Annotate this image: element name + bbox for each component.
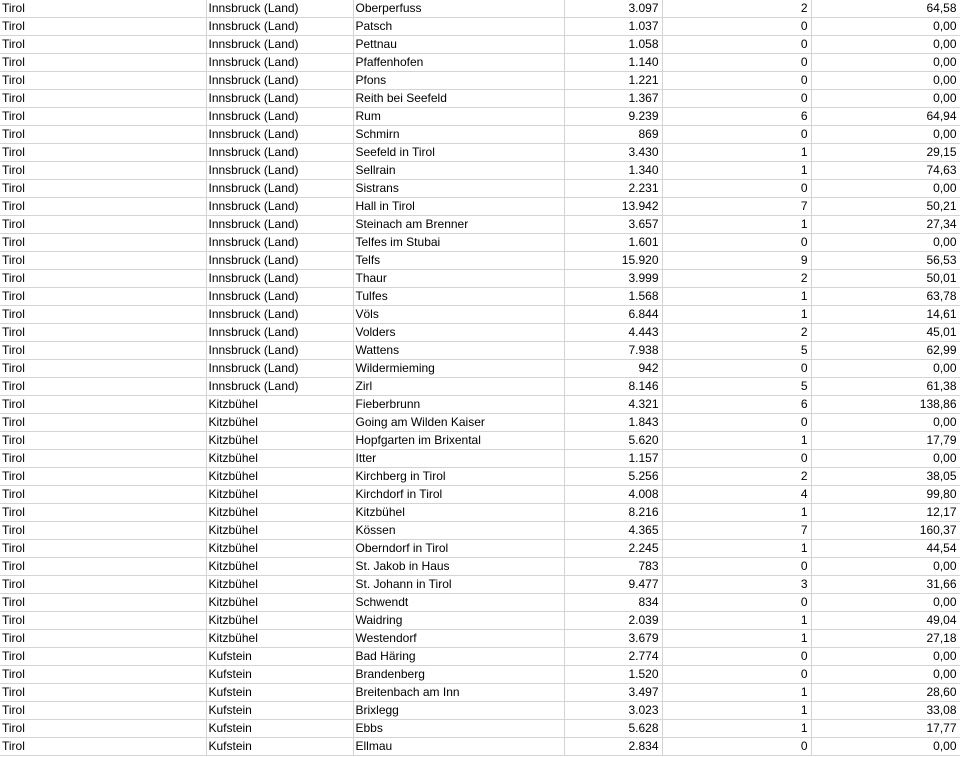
table-row [0,144,960,162]
cell-district[interactable]: Innsbruck (Land) [206,270,353,288]
cell-district[interactable]: Kitzbühel [206,432,353,450]
cell-municipality[interactable]: Steinach am Brenner [353,216,564,234]
cell-rate[interactable]: 38,05 [811,468,960,486]
cell-district[interactable]: Kitzbühel [206,468,353,486]
cell-rate[interactable]: 0,00 [811,126,960,144]
cell-district[interactable]: Kitzbühel [206,504,353,522]
cell-district[interactable]: Innsbruck (Land) [206,0,353,18]
cell-rate[interactable]: 27,18 [811,630,960,648]
cell-rate[interactable]: 0,00 [811,666,960,684]
cell-rate[interactable]: 0,00 [811,450,960,468]
table-row [0,216,960,234]
cell-district[interactable]: Innsbruck (Land) [206,72,353,90]
table-row [0,180,960,198]
cell-municipality[interactable]: Westendorf [353,630,564,648]
cell-cases[interactable]: 1 [662,630,811,648]
cell-municipality[interactable]: Pfaffenhofen [353,54,564,72]
cell-rate[interactable]: 0,00 [811,234,960,252]
cell-rate[interactable]: 64,94 [811,108,960,126]
cell-population[interactable]: 834 [564,594,662,612]
cell-cases[interactable]: 1 [662,504,811,522]
cell-cases[interactable]: 0 [662,666,811,684]
cell-municipality[interactable]: Sellrain [353,162,564,180]
cell-rate[interactable]: 0,00 [811,54,960,72]
cell-state[interactable]: Tirol [0,36,206,54]
cell-population[interactable]: 5.256 [564,468,662,486]
cell-cases[interactable]: 1 [662,162,811,180]
cell-population[interactable]: 2.834 [564,738,662,756]
cell-state[interactable]: Tirol [0,234,206,252]
cell-cases[interactable]: 0 [662,648,811,666]
cell-municipality[interactable]: Tulfes [353,288,564,306]
cell-population[interactable]: 3.657 [564,216,662,234]
table-row [0,558,960,576]
cell-municipality[interactable]: Reith bei Seefeld [353,90,564,108]
table-row [0,378,960,396]
cell-cases[interactable]: 1 [662,612,811,630]
cell-district[interactable]: Kitzbühel [206,414,353,432]
cell-state[interactable]: Tirol [0,360,206,378]
cell-municipality[interactable]: Itter [353,450,564,468]
cell-cases[interactable]: 0 [662,18,811,36]
cell-district[interactable]: Innsbruck (Land) [206,234,353,252]
cell-rate[interactable]: 99,80 [811,486,960,504]
cell-cases[interactable]: 2 [662,0,811,18]
table-row [0,612,960,630]
cell-municipality[interactable]: Ellmau [353,738,564,756]
cell-state[interactable]: Tirol [0,378,206,396]
cell-state[interactable]: Tirol [0,720,206,738]
cell-state[interactable]: Tirol [0,198,206,216]
cell-rate[interactable]: 17,77 [811,720,960,738]
cell-rate[interactable]: 0,00 [811,594,960,612]
cell-district[interactable]: Kitzbühel [206,540,353,558]
cell-cases[interactable]: 2 [662,270,811,288]
cell-rate[interactable]: 0,00 [811,738,960,756]
cell-rate[interactable]: 74,63 [811,162,960,180]
cell-population[interactable]: 1.568 [564,288,662,306]
cell-cases[interactable]: 4 [662,486,811,504]
table-row [0,630,960,648]
cell-district[interactable]: Innsbruck (Land) [206,54,353,72]
cell-state[interactable]: Tirol [0,684,206,702]
cell-state[interactable]: Tirol [0,612,206,630]
cell-state[interactable]: Tirol [0,414,206,432]
cell-municipality[interactable]: Schmirn [353,126,564,144]
cell-municipality[interactable]: Kössen [353,522,564,540]
cell-rate[interactable]: 0,00 [811,90,960,108]
cell-district[interactable]: Innsbruck (Land) [206,324,353,342]
cell-district[interactable]: Kitzbühel [206,450,353,468]
cell-district[interactable]: Innsbruck (Land) [206,216,353,234]
table-row [0,396,960,414]
table-row [0,414,960,432]
cell-rate[interactable]: 63,78 [811,288,960,306]
table-row [0,342,960,360]
cell-rate[interactable]: 0,00 [811,72,960,90]
cell-population[interactable]: 1.037 [564,18,662,36]
cell-rate[interactable]: 61,38 [811,378,960,396]
cell-population[interactable]: 9.477 [564,576,662,594]
cell-municipality[interactable]: Hall in Tirol [353,198,564,216]
cell-municipality[interactable]: St. Jakob in Haus [353,558,564,576]
cell-cases[interactable]: 1 [662,216,811,234]
cell-rate[interactable]: 64,58 [811,0,960,18]
table-row [0,306,960,324]
cell-municipality[interactable]: Ebbs [353,720,564,738]
cell-population[interactable]: 869 [564,126,662,144]
cell-state[interactable]: Tirol [0,432,206,450]
cell-district[interactable]: Innsbruck (Land) [206,342,353,360]
table-row [0,666,960,684]
cell-rate[interactable]: 44,54 [811,540,960,558]
cell-municipality[interactable]: Fieberbrunn [353,396,564,414]
cell-state[interactable]: Tirol [0,162,206,180]
cell-rate[interactable]: 0,00 [811,180,960,198]
cell-population[interactable]: 1.843 [564,414,662,432]
cell-population[interactable]: 1.157 [564,450,662,468]
table-row [0,288,960,306]
cell-district[interactable]: Innsbruck (Land) [206,306,353,324]
table-row [0,432,960,450]
cell-cases[interactable]: 6 [662,108,811,126]
cell-state[interactable]: Tirol [0,504,206,522]
cell-district[interactable]: Kitzbühel [206,558,353,576]
table-row [0,0,960,18]
cell-cases[interactable]: 1 [662,684,811,702]
cell-rate[interactable]: 28,60 [811,684,960,702]
table-row [0,738,960,756]
cell-municipality[interactable]: Volders [353,324,564,342]
table-row [0,162,960,180]
cell-population[interactable]: 1.058 [564,36,662,54]
cell-rate[interactable]: 49,04 [811,612,960,630]
cell-cases[interactable]: 0 [662,126,811,144]
cell-cases[interactable]: 2 [662,468,811,486]
cell-municipality[interactable]: Telfs [353,252,564,270]
table-row [0,540,960,558]
cell-cases[interactable]: 0 [662,234,811,252]
cell-district[interactable]: Innsbruck (Land) [206,378,353,396]
table-row [0,198,960,216]
table-row [0,72,960,90]
cell-district[interactable]: Kufstein [206,666,353,684]
cell-state[interactable]: Tirol [0,306,206,324]
cell-district[interactable]: Kitzbühel [206,612,353,630]
cell-rate[interactable]: 31,66 [811,576,960,594]
table-row [0,108,960,126]
cell-state[interactable]: Tirol [0,90,206,108]
cell-state[interactable]: Tirol [0,324,206,342]
cell-rate[interactable]: 62,99 [811,342,960,360]
cell-district[interactable]: Innsbruck (Land) [206,126,353,144]
cell-population[interactable]: 3.430 [564,144,662,162]
cell-municipality[interactable]: Breitenbach am Inn [353,684,564,702]
cell-population[interactable]: 2.245 [564,540,662,558]
cell-population[interactable]: 6.844 [564,306,662,324]
cell-population[interactable]: 1.221 [564,72,662,90]
table-row [0,486,960,504]
cell-state[interactable]: Tirol [0,0,206,18]
cell-municipality[interactable]: Telfes im Stubai [353,234,564,252]
cell-population[interactable]: 1.367 [564,90,662,108]
cell-state[interactable]: Tirol [0,468,206,486]
cell-cases[interactable]: 0 [662,558,811,576]
table-row [0,54,960,72]
cell-cases[interactable]: 1 [662,720,811,738]
cell-state[interactable]: Tirol [0,702,206,720]
cell-municipality[interactable]: Pfons [353,72,564,90]
cell-state[interactable]: Tirol [0,126,206,144]
cell-district[interactable]: Kitzbühel [206,396,353,414]
cell-district[interactable]: Kitzbühel [206,594,353,612]
cell-state[interactable]: Tirol [0,396,206,414]
table-row [0,36,960,54]
cell-district[interactable]: Innsbruck (Land) [206,144,353,162]
cell-population[interactable]: 4.365 [564,522,662,540]
cell-rate[interactable]: 17,79 [811,432,960,450]
cell-district[interactable]: Innsbruck (Land) [206,108,353,126]
cell-cases[interactable]: 0 [662,180,811,198]
cell-state[interactable]: Tirol [0,522,206,540]
cell-population[interactable]: 2.774 [564,648,662,666]
table-row [0,18,960,36]
cell-population[interactable]: 8.216 [564,504,662,522]
cell-state[interactable]: Tirol [0,486,206,504]
cell-municipality[interactable]: Thaur [353,270,564,288]
table-row [0,576,960,594]
table-row [0,126,960,144]
cell-district[interactable]: Kitzbühel [206,576,353,594]
cell-rate[interactable]: 56,53 [811,252,960,270]
cell-rate[interactable]: 27,34 [811,216,960,234]
cell-state[interactable]: Tirol [0,216,206,234]
cell-population[interactable]: 3.497 [564,684,662,702]
cell-municipality[interactable]: Oberndorf in Tirol [353,540,564,558]
cell-state[interactable]: Tirol [0,558,206,576]
cell-state[interactable]: Tirol [0,288,206,306]
cell-cases[interactable]: 7 [662,198,811,216]
cell-population[interactable]: 3.023 [564,702,662,720]
cell-rate[interactable]: 0,00 [811,648,960,666]
cell-municipality[interactable]: St. Johann in Tirol [353,576,564,594]
cell-district[interactable]: Innsbruck (Land) [206,198,353,216]
cell-cases[interactable]: 7 [662,522,811,540]
cell-state[interactable]: Tirol [0,144,206,162]
cell-population[interactable]: 7.938 [564,342,662,360]
cell-municipality[interactable]: Schwendt [353,594,564,612]
cell-district[interactable]: Innsbruck (Land) [206,90,353,108]
cell-population[interactable]: 1.140 [564,54,662,72]
cell-population[interactable]: 2.231 [564,180,662,198]
table-row [0,468,960,486]
table-row [0,90,960,108]
cell-cases[interactable]: 1 [662,702,811,720]
cell-cases[interactable]: 1 [662,144,811,162]
cell-district[interactable]: Kufstein [206,738,353,756]
cell-rate[interactable]: 12,17 [811,504,960,522]
cell-municipality[interactable]: Patsch [353,18,564,36]
cell-cases[interactable]: 1 [662,540,811,558]
table-row [0,720,960,738]
cell-rate[interactable]: 0,00 [811,18,960,36]
cell-municipality[interactable]: Oberperfuss [353,0,564,18]
cell-cases[interactable]: 0 [662,54,811,72]
table-row [0,234,960,252]
cell-rate[interactable]: 0,00 [811,414,960,432]
cell-district[interactable]: Kitzbühel [206,486,353,504]
cell-rate[interactable]: 0,00 [811,36,960,54]
cell-rate[interactable]: 14,61 [811,306,960,324]
cell-municipality[interactable]: Völs [353,306,564,324]
cell-district[interactable]: Kufstein [206,648,353,666]
table-row [0,324,960,342]
cell-population[interactable]: 4.008 [564,486,662,504]
cell-state[interactable]: Tirol [0,54,206,72]
cell-population[interactable]: 15.920 [564,252,662,270]
cell-population[interactable]: 4.443 [564,324,662,342]
cell-cases[interactable]: 0 [662,414,811,432]
cell-state[interactable]: Tirol [0,72,206,90]
cell-cases[interactable]: 0 [662,738,811,756]
cell-district[interactable]: Innsbruck (Land) [206,252,353,270]
cell-district[interactable]: Kitzbühel [206,522,353,540]
table-row [0,522,960,540]
cell-district[interactable]: Kufstein [206,684,353,702]
table-row [0,702,960,720]
cell-cases[interactable]: 3 [662,576,811,594]
cell-population[interactable]: 8.146 [564,378,662,396]
cell-cases[interactable]: 5 [662,378,811,396]
table-row [0,450,960,468]
cell-cases[interactable]: 1 [662,288,811,306]
table-row [0,360,960,378]
cell-district[interactable]: Innsbruck (Land) [206,36,353,54]
cell-municipality[interactable]: Zirl [353,378,564,396]
cell-rate[interactable]: 50,01 [811,270,960,288]
cell-rate[interactable]: 45,01 [811,324,960,342]
table-row [0,684,960,702]
cell-cases[interactable]: 1 [662,306,811,324]
table-row [0,594,960,612]
cell-state[interactable]: Tirol [0,342,206,360]
cell-municipality[interactable]: Kitzbühel [353,504,564,522]
cell-district[interactable]: Innsbruck (Land) [206,162,353,180]
cell-state[interactable]: Tirol [0,540,206,558]
cell-cases[interactable]: 0 [662,594,811,612]
cell-rate[interactable]: 138,86 [811,396,960,414]
cell-state[interactable]: Tirol [0,18,206,36]
cell-state[interactable]: Tirol [0,630,206,648]
cell-state[interactable]: Tirol [0,252,206,270]
cell-population[interactable]: 783 [564,558,662,576]
table-row [0,648,960,666]
cell-municipality[interactable]: Wattens [353,342,564,360]
cell-municipality[interactable]: Brixlegg [353,702,564,720]
cell-rate[interactable]: 29,15 [811,144,960,162]
cell-municipality[interactable]: Brandenberg [353,666,564,684]
cell-cases[interactable]: 0 [662,36,811,54]
cell-cases[interactable]: 2 [662,324,811,342]
cell-state[interactable]: Tirol [0,738,206,756]
cell-state[interactable]: Tirol [0,180,206,198]
cell-cases[interactable]: 6 [662,396,811,414]
cell-municipality[interactable]: Hopfgarten im Brixental [353,432,564,450]
cell-municipality[interactable]: Kirchdorf in Tirol [353,486,564,504]
table-row [0,504,960,522]
cell-cases[interactable]: 1 [662,432,811,450]
cell-district[interactable]: Innsbruck (Land) [206,18,353,36]
cell-cases[interactable]: 0 [662,450,811,468]
cell-state[interactable]: Tirol [0,666,206,684]
cell-rate[interactable]: 0,00 [811,558,960,576]
cell-population[interactable]: 13.942 [564,198,662,216]
cell-state[interactable]: Tirol [0,270,206,288]
cell-population[interactable]: 1.340 [564,162,662,180]
cell-municipality[interactable]: Bad Häring [353,648,564,666]
cell-municipality[interactable]: Going am Wilden Kaiser [353,414,564,432]
table-row [0,270,960,288]
cell-municipality[interactable]: Waidring [353,612,564,630]
cell-municipality[interactable]: Rum [353,108,564,126]
cell-rate[interactable]: 0,00 [811,360,960,378]
cell-rate[interactable]: 50,21 [811,198,960,216]
cell-district[interactable]: Kufstein [206,702,353,720]
cell-population[interactable]: 3.999 [564,270,662,288]
cell-cases[interactable]: 0 [662,90,811,108]
cell-population[interactable]: 3.679 [564,630,662,648]
cell-state[interactable]: Tirol [0,108,206,126]
cell-district[interactable]: Innsbruck (Land) [206,180,353,198]
cell-population[interactable]: 5.620 [564,432,662,450]
cell-state[interactable]: Tirol [0,594,206,612]
cell-rate[interactable]: 160,37 [811,522,960,540]
cell-population[interactable]: 4.321 [564,396,662,414]
cell-rate[interactable]: 33,08 [811,702,960,720]
cell-cases[interactable]: 9 [662,252,811,270]
cell-state[interactable]: Tirol [0,576,206,594]
cell-population[interactable]: 5.628 [564,720,662,738]
cell-district[interactable]: Kufstein [206,720,353,738]
cell-municipality[interactable]: Kirchberg in Tirol [353,468,564,486]
cell-population[interactable]: 1.601 [564,234,662,252]
cell-cases[interactable]: 5 [662,342,811,360]
cell-municipality[interactable]: Pettnau [353,36,564,54]
cell-population[interactable]: 3.097 [564,0,662,18]
cell-state[interactable]: Tirol [0,648,206,666]
cell-municipality[interactable]: Sistrans [353,180,564,198]
cell-cases[interactable]: 0 [662,72,811,90]
cell-district[interactable]: Innsbruck (Land) [206,288,353,306]
cell-district[interactable]: Innsbruck (Land) [206,360,353,378]
cell-municipality[interactable]: Wildermieming [353,360,564,378]
cell-population[interactable]: 942 [564,360,662,378]
cell-cases[interactable]: 0 [662,360,811,378]
cell-state[interactable]: Tirol [0,450,206,468]
table-row [0,252,960,270]
cell-municipality[interactable]: Seefeld in Tirol [353,144,564,162]
cell-district[interactable]: Kitzbühel [206,630,353,648]
cell-population[interactable]: 2.039 [564,612,662,630]
cell-population[interactable]: 9.239 [564,108,662,126]
cell-population[interactable]: 1.520 [564,666,662,684]
